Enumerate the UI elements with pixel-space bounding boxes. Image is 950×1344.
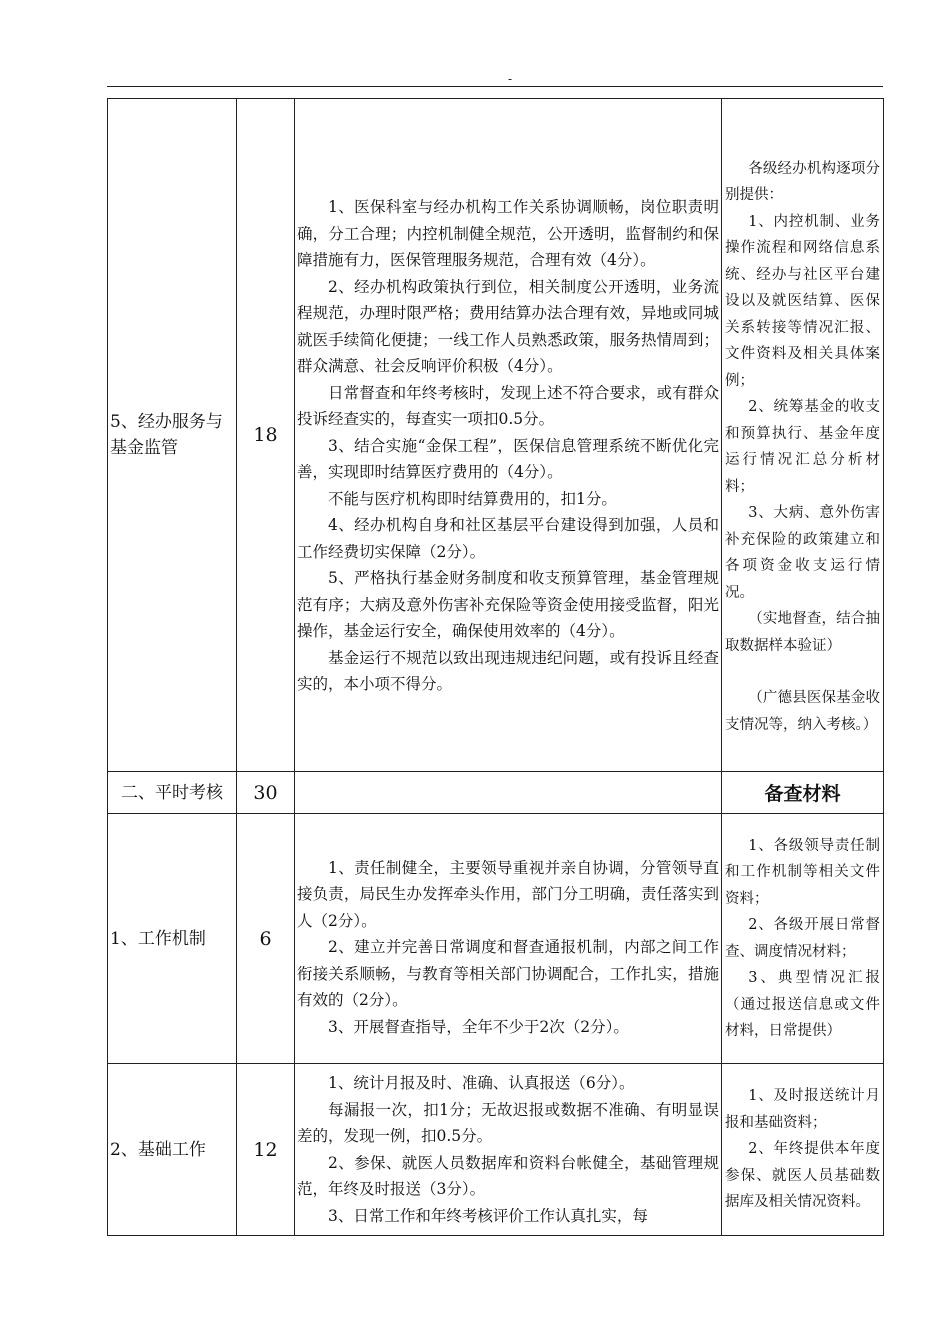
criteria-line: 1、医保科室与经办机构工作关系协调顺畅，岗位职责明确，分工合理；内控机制健全规范，公开透明，监督制约和保障措施有力，医保管理服务规范，合理有效（4分）。 bbox=[297, 198, 719, 270]
table-row bbox=[108, 814, 884, 1064]
material-line: 1、内控机制、业务操作流程和网络信息系统、经办与社区平台建设以及就医结算、医保关系转接等情况汇报、文件资料及相关具体案例； bbox=[725, 213, 880, 389]
item-name: 1、工作机制 bbox=[110, 928, 206, 949]
section-name: 二、平时考核 bbox=[121, 782, 223, 803]
material-line: （广德县医保基金收支情况等，纳入考核。） bbox=[725, 690, 880, 733]
material-line: 1、各级领导责任制和工作机制等相关文件资料； bbox=[725, 837, 880, 907]
material-line: 2、统筹基金的收支和预算执行、基金年度运行情况汇总分析材料； bbox=[725, 399, 880, 495]
material-line: 3、典型情况汇报（通过报送信息或文件材料，日常提供） bbox=[725, 970, 880, 1039]
criteria-line: 5、严格执行基金财务制度和收支预算管理，基金管理规范有序；大病及意外伤害补充保险等资金使用接受监督，阳光操作，基金运行安全，确保使用效率的（4分）。 bbox=[297, 569, 719, 641]
backup-materials-heading: 备查材料 bbox=[764, 783, 841, 805]
material-line: 2、年终提供本年度参保、就医人员基础数据库及相关情况资料。 bbox=[725, 1141, 880, 1211]
criteria-line: 2、参保、就医人员数据库和资料台帐健全，基础管理规范，年终及时报送（3分）。 bbox=[297, 1153, 719, 1198]
criteria-line: 4、经办机构自身和社区基层平台建设得到加强，人员和工作经费切实保障（2分）。 bbox=[297, 516, 719, 561]
item-score: 12 bbox=[253, 1138, 278, 1161]
criteria-line: 3、日常工作和年终考核评价工作认真扎实，每 bbox=[328, 1206, 648, 1225]
material-line: 3、大病、意外伤害补充保险的政策建立和各项资金收支运行情况。 bbox=[725, 505, 880, 601]
item-score: 18 bbox=[253, 424, 278, 446]
material-line: 1、及时报送统计月报和基础资料； bbox=[725, 1088, 880, 1131]
criteria-line: 1、统计月报及时、准确、认真报送（6分）。 bbox=[328, 1074, 635, 1092]
criteria-line: 3、开展督查指导，全年不少于2次（2分）。 bbox=[328, 1017, 629, 1036]
table-row bbox=[108, 1064, 884, 1236]
criteria-line: 基金运行不规范以致出现违规违纪问题，或有投诉且经查实的，本小项不得分。 bbox=[297, 648, 719, 694]
criteria-line: 不能与医疗机构即时结算费用的，扣1分。 bbox=[328, 489, 617, 508]
item-score: 6 bbox=[259, 927, 272, 950]
criteria-cell bbox=[295, 1070, 721, 1229]
criteria-line: 1、责任制健全，主要领导重视并亲自协调，分管领导直接负责，局民生办发挥牵头作用，部门分工明确，责任落实到人（2分）。 bbox=[297, 858, 719, 930]
criteria-line: 2、经办机构政策执行到位，相关制度公开透明，业务流程规范，办理时限严格；费用结算办法合理有效，异地或同城就医手续简化便捷；一线工作人员熟悉政策，服务热情周到；群众满意、社会反响评价积极（4分）。 bbox=[297, 277, 719, 376]
criteria-cell bbox=[295, 172, 721, 698]
material-line: 各级经办机构逐项分别提供： bbox=[725, 160, 880, 204]
criteria-line: 每漏报一次，扣1分；无故迟报或数据不准确、有明显误差的，发现一例，扣0.5分。 bbox=[297, 1100, 719, 1145]
criteria-line: 3、结合实施“金保工程”，医保信息管理系统不断优化完善，实现即时结算医疗费用的（4分）。 bbox=[297, 436, 719, 482]
item-name: 2、基础工作 bbox=[110, 1139, 206, 1160]
table-row bbox=[108, 99, 884, 772]
materials-cell bbox=[722, 132, 883, 739]
header-mark: - bbox=[508, 72, 513, 86]
section-score: 30 bbox=[253, 781, 278, 804]
material-line: （实地督查，结合抽取数据样本验证） bbox=[725, 611, 880, 654]
item-name: 5、经办服务与基金监管 bbox=[110, 412, 223, 458]
criteria-cell bbox=[295, 837, 721, 1041]
material-line: 2、各级开展日常督查、调度情况材料； bbox=[725, 917, 880, 960]
header-rule bbox=[107, 86, 883, 87]
materials-cell bbox=[722, 1083, 883, 1216]
materials-cell bbox=[722, 833, 883, 1045]
criteria-line: 2、建立并完善日常调度和督查通报机制，内部之间工作衔接关系顺畅，与教育等相关部门协调配合，工作扎实，措施有效的（2分）。 bbox=[297, 938, 719, 1010]
criteria-line: 日常督查和年终考核时，发现上述不符合要求，或有群众投诉经查实的，每查实一项扣0.5分。 bbox=[297, 383, 719, 429]
assessment-table bbox=[107, 98, 884, 1236]
table-row bbox=[108, 772, 884, 814]
